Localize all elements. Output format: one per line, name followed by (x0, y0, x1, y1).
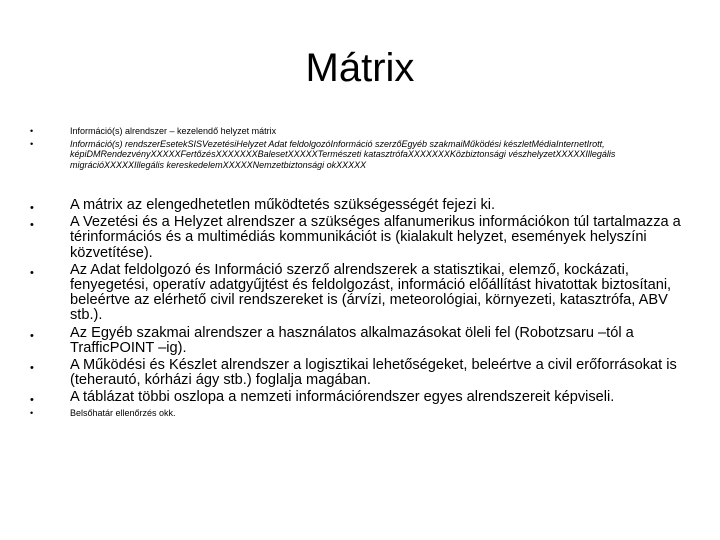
bullet-icon: • (30, 266, 34, 279)
bullet-icon: • (30, 138, 34, 149)
item-text: Az Egyéb szakmai alrendszer a használatos alkalmazásokat öleli fel (Robotzsaru –tól a TrafficPOINT –ig). (70, 324, 634, 356)
bullet-icon: • (30, 362, 34, 375)
list-item (30, 408, 690, 419)
list-item (30, 139, 690, 171)
bullet-icon: • (30, 407, 34, 418)
bullet-icon: • (30, 394, 34, 407)
list-item (30, 126, 690, 137)
list-gap (30, 172, 690, 198)
item-text: Belsőhatár ellenőrzés okk. (70, 407, 176, 418)
list-item (30, 215, 690, 261)
item-text: A mátrix az elengedhetetlen működtetés szükségességét fejezi ki. (70, 197, 496, 213)
list-item (30, 358, 690, 388)
slide-title: Mátrix (305, 46, 415, 90)
bullet-icon: • (30, 219, 34, 232)
list-item (30, 390, 690, 405)
item-text: A táblázat többi oszlopa a nemzeti információrendszer egyes alrendszereit képviseli. (70, 389, 615, 406)
bullet-icon: • (30, 329, 34, 342)
list-item (30, 263, 690, 324)
item-text: Az Adat feldolgozó és Információ szerző alrendszerek a statisztikai, elemző, kockázati, fenyegetési, operatív adatgyűjtést és feldolgozást, információ előállítást hivatottak biztosítani, beleértve az elérhető civil rendszereket is (árvízi, meteorológiai, környezeti, katasztrófa, ABV stb.). (70, 261, 672, 324)
bullet-icon: • (30, 126, 34, 136)
list-item (30, 326, 690, 356)
list-item (30, 198, 690, 213)
item-text: Információ(s) alrendszer – kezelendő helyzet mátrix (70, 126, 277, 136)
bullet-list (30, 126, 690, 420)
item-text: A Vezetési és a Helyzet alrendszer a szükséges alfanumerikus információkon túl tartalmazza a térinformációs és a multimédiás kommunikációt is (kialakult helyzet, események helyszíni közvetítése). (70, 214, 681, 261)
bullet-icon: • (30, 202, 34, 214)
item-text: A Működési és Készlet alrendszer a logisztikai lehetőségeket, beleértve a civil erőforrásokat is (teherautó, kórházi ágy stb.) foglalja magában. (70, 357, 677, 389)
item-text: Információ(s) rendszerEsetekSISVezetésiHelyzet Adat feldolgozóInformáció szerzőEgyéb szakmaiMűködési készletMédiaInternetIrott, képiDMRendezvényXXXXXFertőzésXXXXXXXBalesetXXXXXTermészeti katasztrófaXXXXXXXKözbiztonsági vészhelyzetXXXXXIllegális migrációXXXXXIllegális kereskedelemXXXXXNemzetbiztonsági okXXXXX (70, 138, 616, 170)
